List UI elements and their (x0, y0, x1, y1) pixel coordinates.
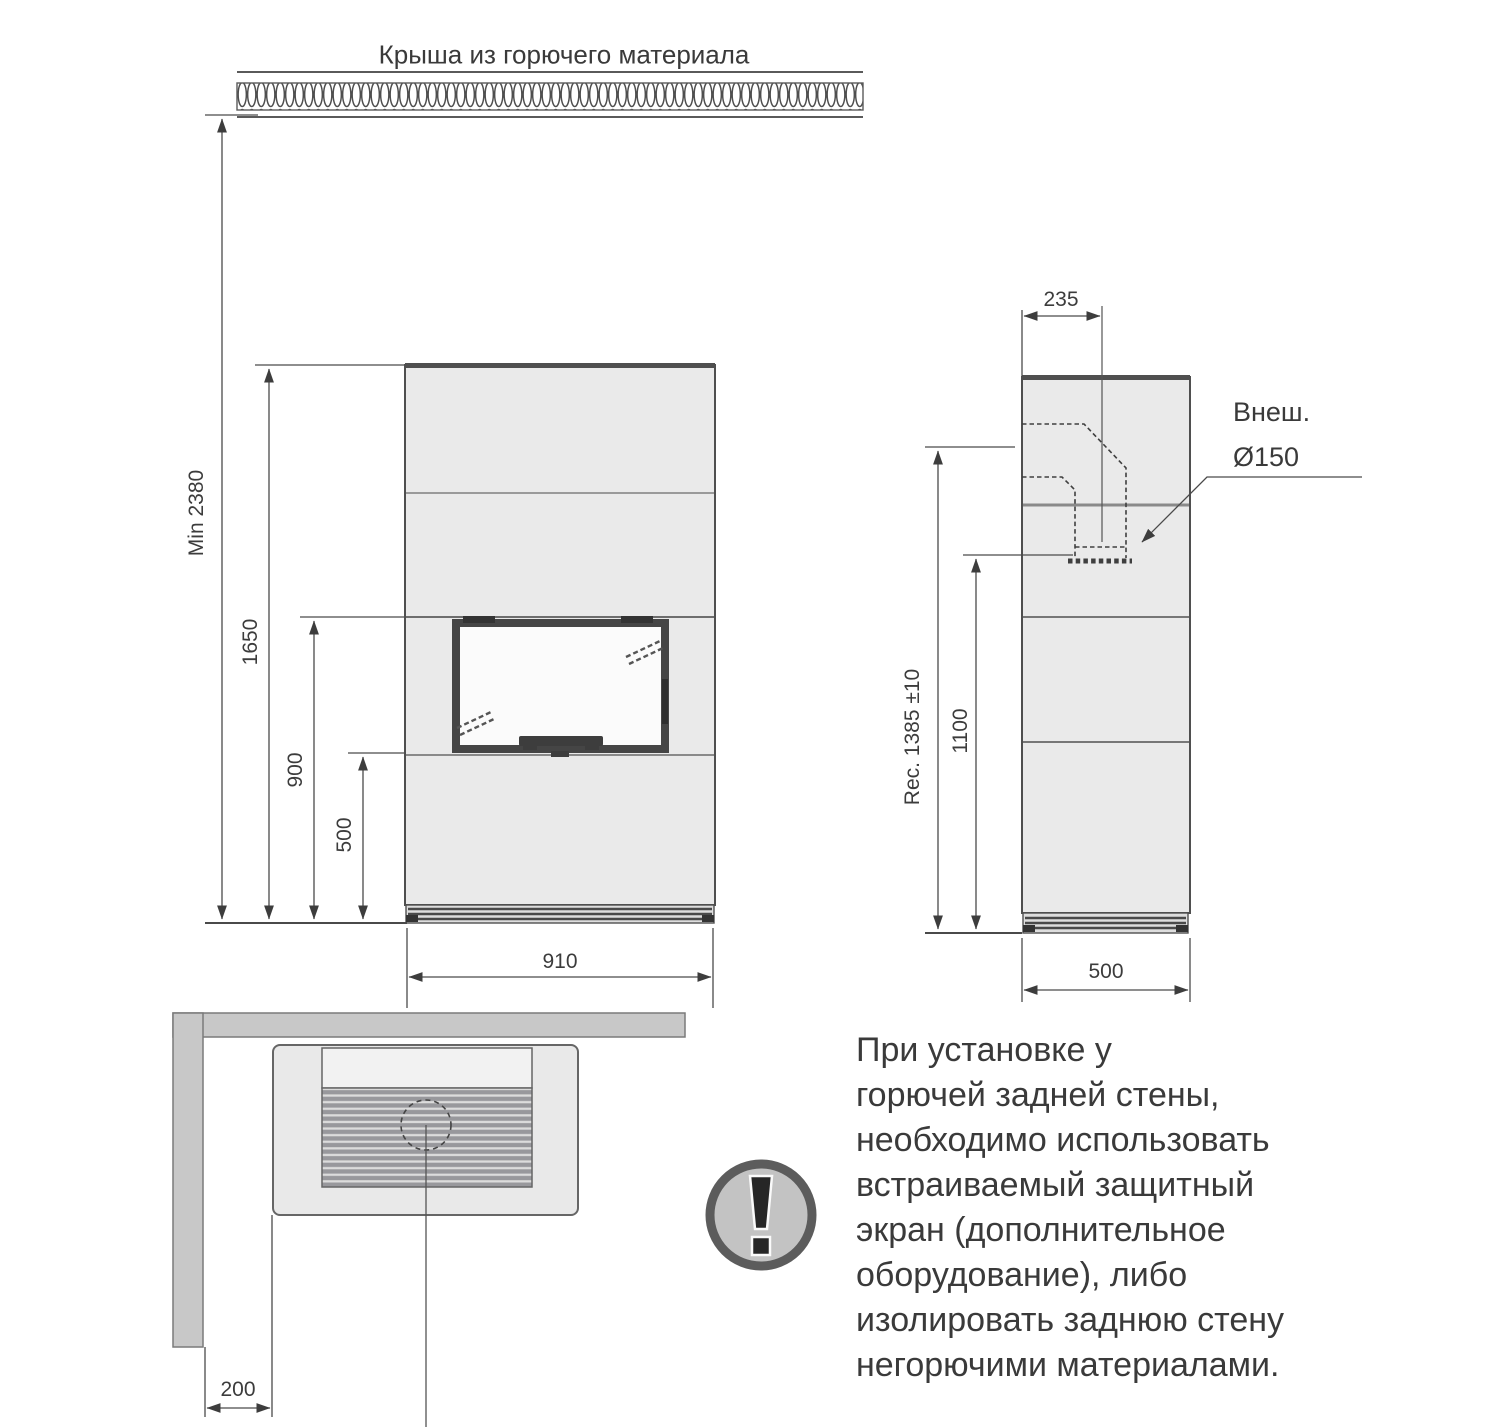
side-wall (173, 1013, 203, 1347)
warning-line: изолировать заднюю стену (856, 1301, 1285, 1339)
roof-material-label: Крыша из горючего материала (378, 39, 750, 70)
fireplace-door (452, 616, 669, 757)
warning-icon (710, 1164, 812, 1266)
front-plinth (406, 905, 714, 923)
side-plinth (1023, 913, 1188, 933)
warning-line: встраиваемый защитный (856, 1166, 1255, 1204)
dim-label-500-side: 500 (1088, 960, 1124, 983)
door-hinge (662, 679, 668, 724)
exclamation-dot (752, 1237, 770, 1255)
dim-label-235: 235 (1043, 288, 1079, 311)
door-handle (519, 736, 603, 746)
top-cover-plate (322, 1048, 532, 1088)
flue-label-line1: Внеш. (1233, 397, 1311, 427)
door-bottom-tab (551, 751, 569, 757)
handle-foot-right (585, 745, 599, 750)
door-top-latch-left (463, 616, 495, 623)
warning-line: необходимо использовать (856, 1121, 1270, 1159)
top-grille (322, 1088, 532, 1187)
dim-label-910: 910 (542, 950, 578, 973)
back-wall (173, 1013, 685, 1037)
dim-label-200: 200 (220, 1378, 256, 1401)
roof-insulation-strip (237, 72, 863, 117)
dim-label-min-2380: Min 2380 (185, 469, 208, 557)
dim-label-900: 900 (284, 752, 307, 788)
warning-text (856, 1028, 1456, 1388)
dim-label-1650: 1650 (239, 618, 262, 666)
dim-label-rec-1385: Rec. 1385 ±10 (901, 668, 924, 806)
exclamation-bar (750, 1176, 772, 1229)
handle-foot-left (523, 745, 537, 750)
warning-line: При установке у (856, 1031, 1112, 1069)
dim-label-500-front: 500 (333, 817, 356, 853)
top-view (173, 1013, 685, 1427)
warning-line: экран (дополнительное (856, 1211, 1226, 1249)
front-top-edge (405, 363, 715, 368)
warning-line: оборудование), либо (856, 1256, 1188, 1294)
flue-label-line2: Ø150 (1233, 442, 1300, 472)
side-top-edge (1022, 375, 1190, 380)
warning-line: горючей задней стены, (856, 1076, 1220, 1114)
warning-line: негорючими материалами. (856, 1346, 1280, 1384)
door-top-latch-right (621, 616, 653, 623)
front-view (205, 115, 715, 1008)
flue-diameter-label (1233, 390, 1310, 480)
dim-label-1100: 1100 (949, 708, 972, 754)
side-body (1022, 377, 1190, 913)
door-glass (460, 627, 661, 745)
